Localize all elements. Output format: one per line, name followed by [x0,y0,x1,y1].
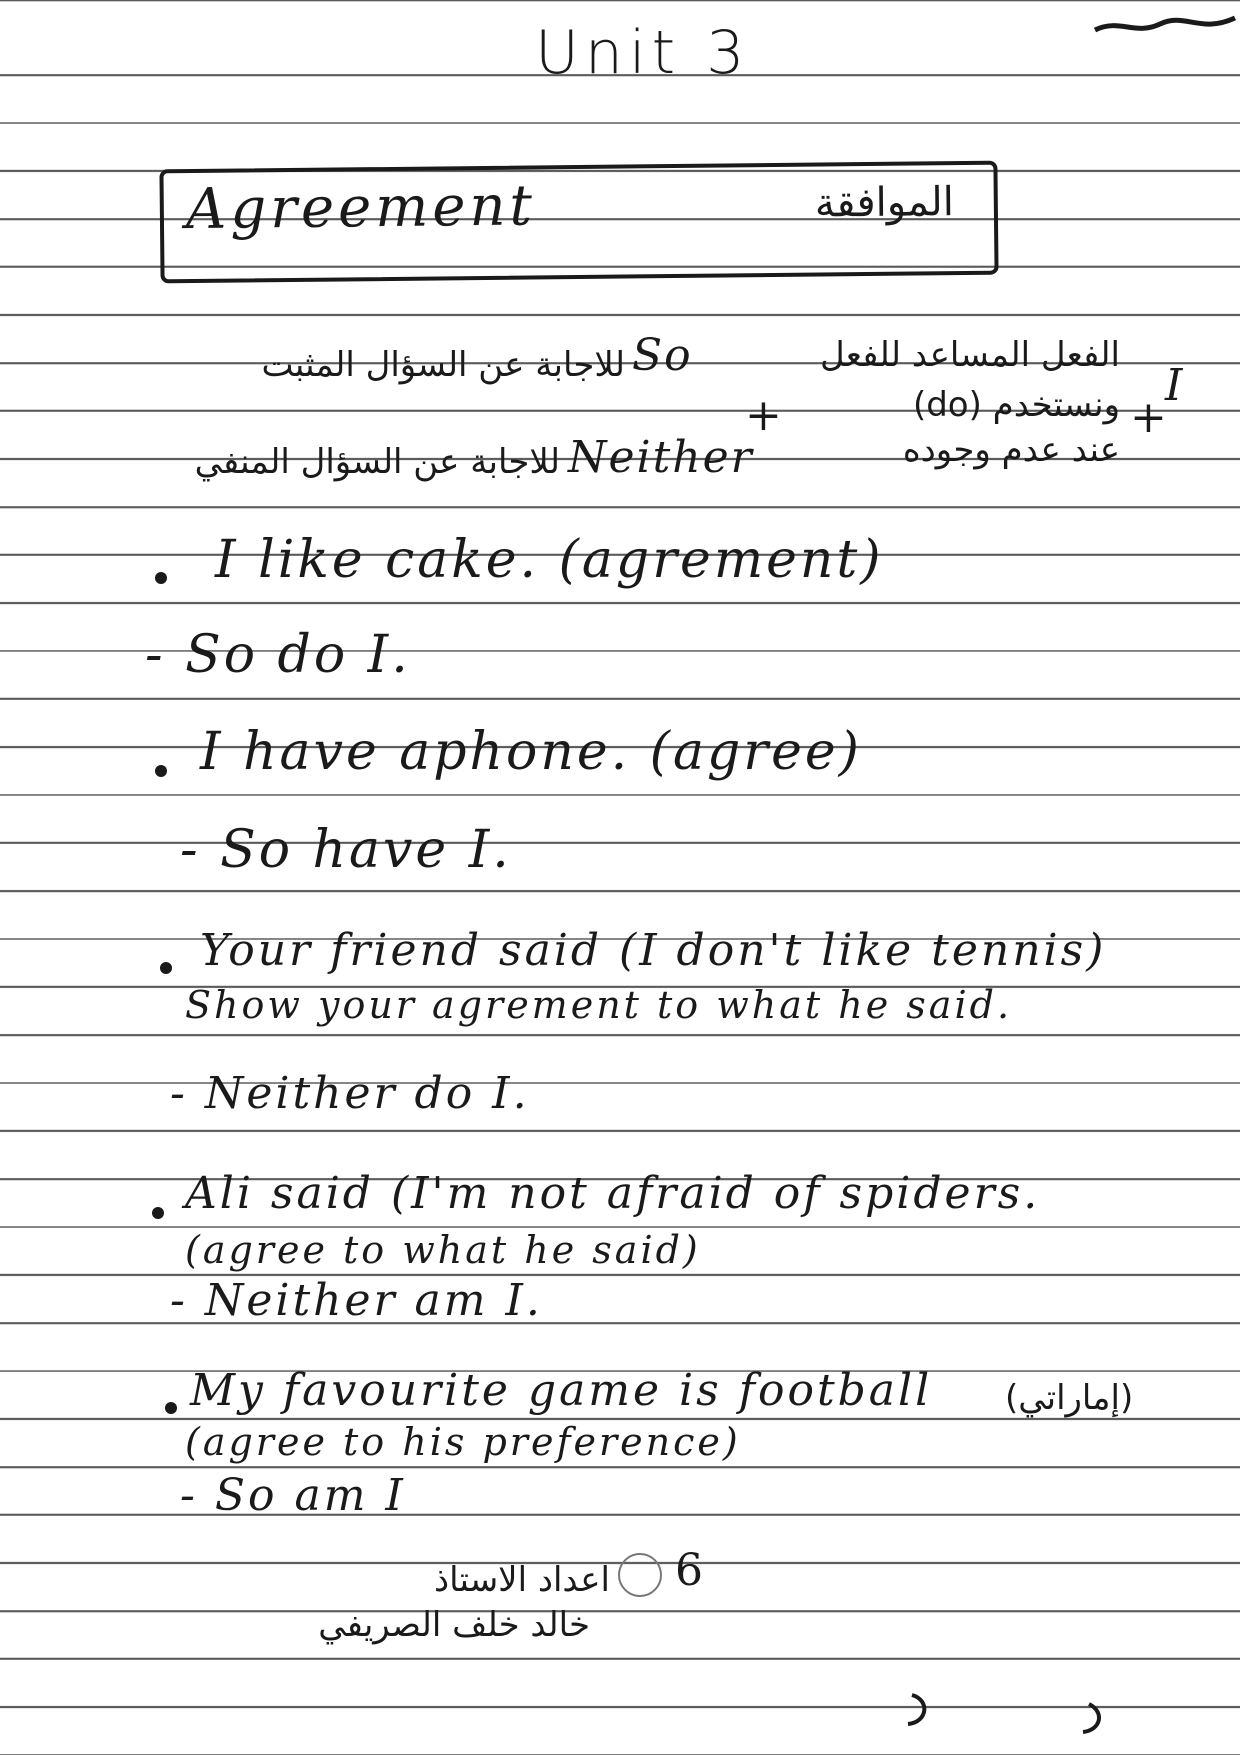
bullet-dot [160,962,172,974]
example-4-answer: - Neither am I. [170,1275,543,1326]
ink-mark [1075,1700,1115,1740]
example-3-statement: Your friend said (I don't like tennis) [200,925,1107,976]
topic-box [159,161,998,284]
plus-sign-right: + [1130,392,1169,443]
bullet-dot [155,765,167,777]
circle-mark [618,1553,662,1597]
example-4-statement: Ali said (I'm not afraid of spiders. [185,1168,1041,1219]
corner-scribble-mark [1090,8,1240,40]
bullet-dot [165,1402,177,1414]
example-1-answer: - So do I. [145,625,411,685]
use-do-arabic: ونستخدم (do) [912,385,1120,425]
absence-rule-arabic: عند عدم وجوده [902,430,1120,470]
prepared-by-arabic: اعداد الاستاذ [433,1560,610,1600]
topic-label-ar: الموافقة [814,179,955,227]
ink-mark [900,1690,940,1730]
topic-label-en: Agreement [185,173,537,243]
neither-rule-arabic: للاجابة عن السؤال المنفي [194,442,560,482]
example-1-statement: I like cake. (agrement) [215,530,884,590]
example-4-instruction: (agree to what he said) [185,1228,701,1272]
example-5-instruction: (agree to his preference) [185,1420,741,1464]
bullet-dot [155,572,167,584]
so-rule-arabic: للاجابة عن السؤال المثبت [261,345,625,385]
teacher-name-arabic: خالد خلف الصريفي [318,1605,590,1645]
example-3-answer: - Neither do I. [170,1068,530,1119]
page-title: Unit 3 [535,18,751,88]
pronoun-I: I [1165,360,1185,411]
page-number: 6 [675,1545,706,1596]
example-3-instruction: Show your agrement to what he said. [185,983,1013,1027]
plus-sign-left: + [745,390,784,441]
example-2-answer: - So have I. [180,820,512,880]
example-5-statement: My favourite game is football [190,1365,933,1416]
example-5-note-arabic: (إماراتي) [1005,1378,1134,1418]
example-5-answer: - So am I [180,1470,406,1521]
bullet-dot [152,1207,164,1219]
example-2-statement: I have aphone. (agree) [200,722,862,782]
auxiliary-rule-arabic: الفعل المساعد للفعل [819,335,1120,375]
neither-word: Neither [568,432,754,483]
so-word: So [632,330,693,381]
